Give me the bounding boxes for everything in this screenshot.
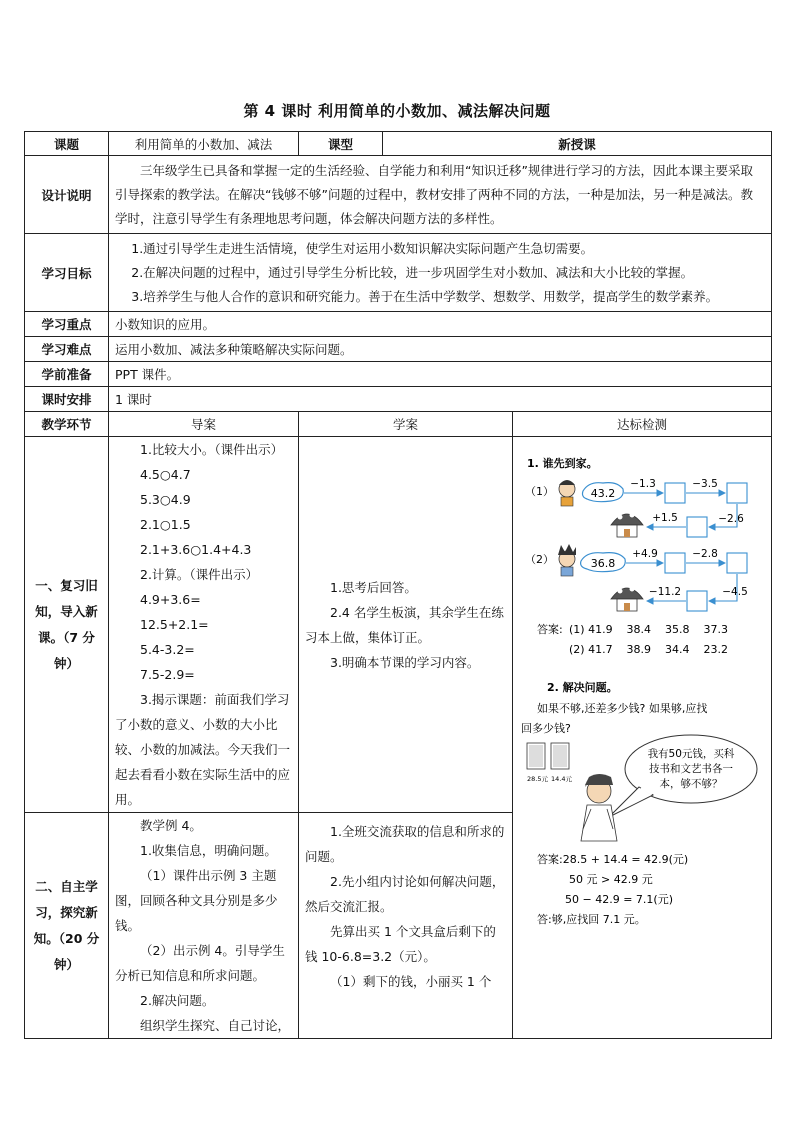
stage2-study <box>299 813 513 1039</box>
goals-row <box>25 234 772 312</box>
house-icon <box>611 513 643 538</box>
goal-item: 1.通过引导学生走进生活情境，使学生对运用小数知识解决实际问题产生急切需要。 <box>131 240 594 256</box>
guide-line: 2.解决问题。 <box>140 993 215 1008</box>
girl-icon <box>581 774 617 841</box>
stage1-guide <box>109 437 299 813</box>
stage1-study <box>299 437 513 813</box>
col-stage-header: 教学环节 <box>25 412 109 437</box>
study-line: 2.先小组内讨论如何解决问题，然后交流汇报。 <box>305 874 505 914</box>
study-line: 1.思考后回答。 <box>330 579 417 595</box>
row2-op3: −11.2 <box>648 586 682 598</box>
row2-label: （2） <box>525 553 554 566</box>
goal-item: 3.培养学生与他人合作的意识和研究能力。善于在生活中学数学、想数学、用数学，提高学生的数学素养。 <box>131 288 719 304</box>
q2-title: 2. 解决问题。 <box>547 681 618 694</box>
topic-label: 课题 <box>25 132 109 156</box>
q2-text-2: 回多少钱? <box>521 722 571 735</box>
guide-line: 教学例 4。 <box>140 818 202 833</box>
topic-value: 利用简单的小数加、减法 <box>109 132 299 156</box>
stage2-label: 二、自主学习，探究新知。（20 分钟） <box>25 813 109 1039</box>
q1-ans-prefix: 答案: <box>537 623 563 636</box>
row2-op4: −4.5 <box>722 586 748 598</box>
child-icon <box>558 544 576 576</box>
key-label: 学习重点 <box>25 312 109 337</box>
row2-op1: +4.9 <box>632 548 658 560</box>
guide-line: 2.1+3.6○1.4+4.3 <box>140 542 252 557</box>
q2-ans: 50 元 > 42.9 元 <box>569 873 653 886</box>
child-icon <box>559 480 575 506</box>
col-study-header: 学案 <box>299 412 513 437</box>
q2-ans: 答:够,应找回 7.1 元。 <box>537 913 646 926</box>
house-icon <box>611 587 643 612</box>
type-label: 课型 <box>299 132 383 156</box>
goals-label: 学习目标 <box>25 234 109 312</box>
stage1-row <box>25 437 772 813</box>
answer-box <box>687 591 707 611</box>
guide-line: 2.1○1.5 <box>140 517 191 532</box>
bubble-line: 本，够不够？ <box>659 778 723 790</box>
goals-list <box>109 234 772 312</box>
goal-item: 2.在解决问题的过程中，通过引导学生分析比较，进一步巩固学生对小数加、减法和大小比较的掌握。 <box>131 264 694 280</box>
design-text: 三年级学生已具备和掌握一定的生活经验、自学能力和利用“知识迁移”规律进行学习的方法，因此本课主要采取引导探索的教学法。在解决“钱够不够”问题的过程中，教材安排了两种不同的方法，一种是加法，另一种是减法。教学时，注意引导学生有条理地思考问题，体会解决问题方法的多样性。 <box>109 156 772 234</box>
row2-start: 36.8 <box>590 557 616 570</box>
answer-box <box>727 483 747 503</box>
guide-line: （1）课件出示例 3 主题图，回顾各种文具分别是多少钱。 <box>115 868 278 933</box>
hours-label: 课时安排 <box>25 387 109 412</box>
check-figure <box>513 437 771 1012</box>
guide-line: 4.9+3.6= <box>140 592 201 607</box>
guide-line: 5.4-3.2= <box>140 642 195 657</box>
book1-price: 28.5元 <box>527 775 548 783</box>
guide-line: 组织学生探究、自己讨论， <box>140 1018 291 1033</box>
prep-value: PPT 课件。 <box>109 362 772 387</box>
prep-row <box>25 362 772 387</box>
row1-label: （1） <box>525 485 554 498</box>
guide-line: 2.计算。（课件出示） <box>140 567 259 582</box>
design-label: 设计说明 <box>25 156 109 234</box>
difficulty-row <box>25 337 772 362</box>
answer-box <box>665 553 685 573</box>
book2-price: 14.4元 <box>551 775 572 783</box>
design-row <box>25 156 772 234</box>
guide-line: 7.5-2.9= <box>140 667 195 682</box>
answer-box <box>687 517 707 537</box>
guide-line: 5.3○4.9 <box>140 492 191 507</box>
hours-row <box>25 387 772 412</box>
study-line: 1.全班交流获取的信息和所求的问题。 <box>305 824 505 864</box>
guide-line: 3.揭示课题：前面我们学习了小数的意义、小数的大小比较、小数的加减法。今天我们一起去看看小数在实际生活中的应用。 <box>115 692 291 807</box>
row1-op3: +1.5 <box>652 512 678 524</box>
bubble-line: 技书和文艺书各一 <box>649 763 733 775</box>
lesson-plan-table <box>24 131 772 1039</box>
q1-title: 1. 谁先到家。 <box>527 457 598 470</box>
topic-row <box>25 132 772 156</box>
study-line: 先算出买 1 个文具盒后剩下的钱 10-6.8=3.2（元）。 <box>305 924 496 964</box>
key-value: 小数知识的应用。 <box>109 312 772 337</box>
guide-line: （2）出示例 4。引导学生分析已知信息和所求问题。 <box>115 943 285 983</box>
guide-line: 1.收集信息，明确问题。 <box>140 843 277 858</box>
q2-text-1: 如果不够,还差多少钱? 如果够,应找 <box>537 702 708 715</box>
row1-start: 43.2 <box>590 487 616 500</box>
page-title: 第 4 课时 利用简单的小数加、减法解决问题 <box>243 102 551 120</box>
row1-op1: −1.3 <box>630 478 656 490</box>
prep-label: 学前准备 <box>25 362 109 387</box>
row1-op4: −2.6 <box>718 513 744 525</box>
check-cell <box>513 437 772 1039</box>
stage2-guide <box>109 813 299 1039</box>
study-line: （1）剩下的钱，小丽买 1 个 <box>330 974 492 989</box>
key-row <box>25 312 772 337</box>
row2-op2: −2.8 <box>692 548 718 560</box>
difficulty-value: 运用小数加、减法多种策略解决实际问题。 <box>109 337 772 362</box>
q2-ans: 答案:28.5 + 14.4 = 42.9(元) <box>537 853 689 866</box>
bubble-line: 我有50元钱，买科 <box>647 748 735 760</box>
books-icon <box>527 743 569 769</box>
col-check-header: 达标检测 <box>513 412 772 437</box>
difficulty-label: 学习难点 <box>25 337 109 362</box>
q2-ans: 50 − 42.9 = 7.1(元) <box>565 893 673 906</box>
hours-value: 1 课时 <box>109 387 772 412</box>
col-guide-header: 导案 <box>109 412 299 437</box>
guide-line: 1.比较大小。（课件出示） <box>140 442 284 457</box>
row1-op2: −3.5 <box>692 478 718 490</box>
q1-ans2: (2) 41.7 38.9 34.4 23.2 <box>569 643 729 656</box>
stage1-label: 一、复习旧知，导入新课。（7 分钟） <box>25 437 109 813</box>
study-line: 3.明确本节课的学习内容。 <box>330 654 480 670</box>
answer-box <box>665 483 685 503</box>
guide-line: 4.5○4.7 <box>140 467 191 482</box>
q1-ans1: (1) 41.9 38.4 35.8 37.3 <box>569 623 729 636</box>
check-exercises <box>513 437 771 1015</box>
guide-line: 12.5+2.1= <box>140 617 209 632</box>
answer-box <box>727 553 747 573</box>
type-value: 新授课 <box>383 132 772 156</box>
study-line: 2.4 名学生板演，其余学生在练习本上做，集体订正。 <box>305 604 504 645</box>
column-header-row <box>25 412 772 437</box>
